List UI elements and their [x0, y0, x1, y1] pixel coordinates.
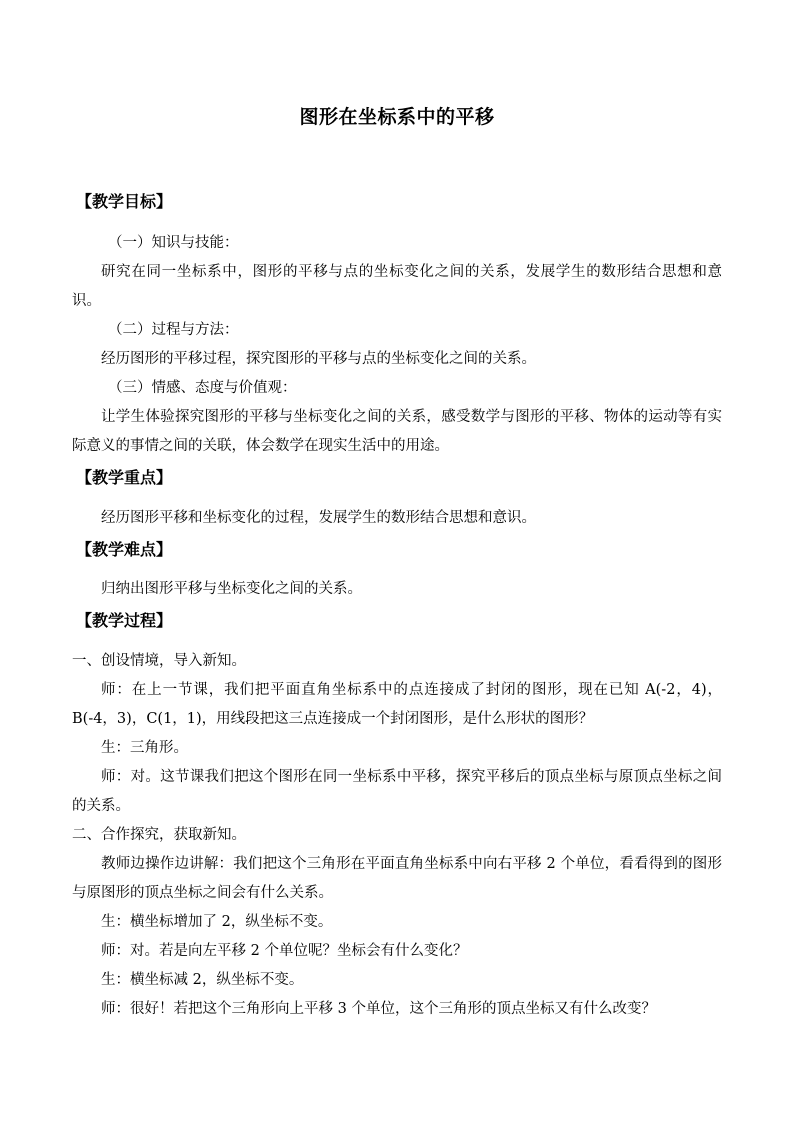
heading-teaching-goals: 【教学目标】 — [76, 192, 173, 211]
page-title: 图形在坐标系中的平移 — [299, 106, 495, 128]
step2-student-1: 生：横坐标增加了 2，纵坐标不变。 — [101, 914, 333, 930]
step1-title: 一、创设情境，导入新知。 — [72, 653, 246, 669]
goals-knowledge-text: 研究在同一坐标系中，图形的平移与点的坐标变化之间的关系，发展学生的数形结合思想和意识。 — [72, 264, 722, 309]
step1-teacher-2: 师：对。这节课我们把这个图形在同一坐标系中平移，探究平移后的顶点坐标与原顶点坐标之间的关系。 — [72, 769, 722, 814]
heading-difficulty: 【教学难点】 — [76, 540, 173, 559]
step2-title: 二、合作探究，获取新知。 — [72, 827, 246, 843]
step1-teacher-1: 师：在上一节课，我们把平面直角坐标系中的点连接成了封闭的图形，现在已知 A(-2，4)，B(-4，3)，C(1，1)，用线段把这三点连接成一个封闭图形，是什么形状的图形？ — [72, 682, 722, 727]
key-point-text: 经历图形平移和坐标变化的过程，发展学生的数形结合思想和意识。 — [101, 510, 536, 526]
heading-key-point: 【教学重点】 — [76, 468, 173, 487]
goals-process-text: 经历图形的平移过程，探究图形的平移与点的坐标变化之间的关系。 — [101, 351, 536, 367]
step2-teacher-2: 师：对。若是向左平移 2 个单位呢？坐标会有什么变化？ — [101, 943, 468, 959]
step1-student-1: 生：三角形。 — [101, 740, 188, 756]
difficulty-text: 归纳出图形平移与坐标变化之间的关系。 — [101, 581, 362, 597]
step2-teacher-1: 教师边操作边讲解：我们把这个三角形在平面直角坐标系中向右平移 2 个单位，看看得到的图形与原图形的顶点坐标之间会有什么关系。 — [72, 856, 722, 901]
heading-teaching-process: 【教学过程】 — [76, 611, 173, 630]
goals-emotion-label: （三）情感、态度与价值观： — [108, 380, 297, 396]
goals-process-label: （二）过程与方法： — [108, 322, 239, 338]
step2-teacher-3: 师：很好！若把这个三角形向上平移 3 个单位，这个三角形的顶点坐标又有什么改变？ — [101, 1001, 656, 1017]
goals-knowledge-label: （一）知识与技能： — [108, 235, 239, 251]
step2-student-2: 生：横坐标减 2，纵坐标不变。 — [101, 972, 304, 988]
goals-emotion-text: 让学生体验探究图形的平移与坐标变化之间的关系，感受数学与图形的平移、物体的运动等有实际意义的事情之间的关联，体会数学在现实生活中的用途。 — [72, 409, 722, 454]
